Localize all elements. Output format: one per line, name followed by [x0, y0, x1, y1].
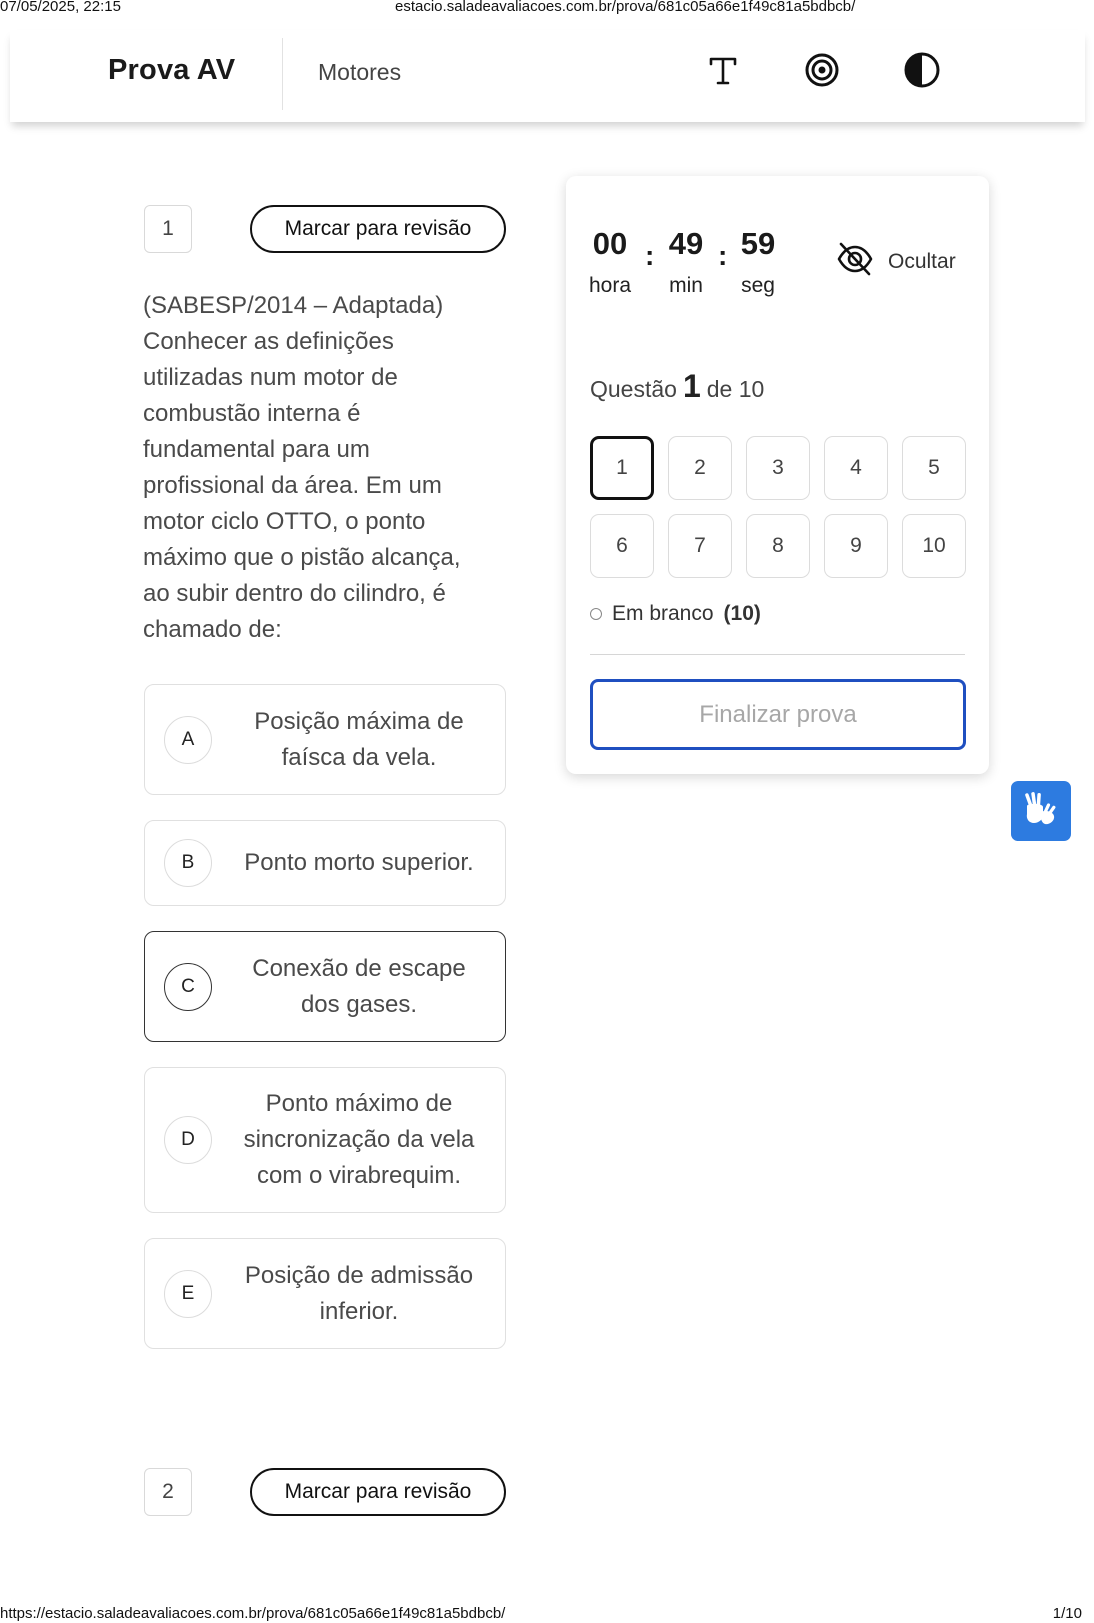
- panel-divider: [590, 654, 965, 655]
- question-nav-3[interactable]: 3: [746, 436, 810, 500]
- option-c[interactable]: [144, 931, 506, 1042]
- question-counter-total: de 10: [706, 376, 765, 402]
- finish-exam-button[interactable]: Finalizar prova: [590, 679, 966, 750]
- timer-hours-label: hora: [588, 274, 632, 297]
- question-statement: (SABESP/2014 – Adaptada) Conhecer as definições utilizadas num motor de combustão interna é fundamental para um profissional da área. Em um motor ciclo OTTO, o ponto máximo que o pistão alcança, ao subir dentro do cilindro, é chamado de:: [143, 292, 461, 643]
- sign-language-hands-icon: [1021, 789, 1061, 834]
- option-text: Conexão de escape dos gases.: [252, 954, 466, 1018]
- option-text: Posição máxima de faísca da vela.: [254, 707, 464, 771]
- option-text: Ponto morto superior.: [244, 849, 474, 876]
- timer-hours: 00: [592, 226, 628, 261]
- timer-minutes: 49: [668, 226, 704, 261]
- option-letter: A: [164, 716, 212, 764]
- option-d[interactable]: [144, 1067, 506, 1213]
- print-url: estacio.saladeavaliacoes.com.br/prova/681c05a66e1f49c81a5bdbcb/: [395, 0, 856, 15]
- eye-off-icon: [836, 242, 874, 282]
- question-nav-2[interactable]: 2: [668, 436, 732, 500]
- question-nav-4[interactable]: 4: [824, 436, 888, 500]
- option-a[interactable]: [144, 684, 506, 795]
- timer-seconds-label: seg: [741, 274, 775, 297]
- blank-label: Em branco: [612, 602, 714, 625]
- hide-timer-button[interactable]: [836, 242, 956, 282]
- timer-seconds: 59: [740, 226, 776, 261]
- question-nav-6[interactable]: 6: [590, 514, 654, 578]
- hide-timer-label: Ocultar: [888, 250, 956, 273]
- question-nav-1[interactable]: 1: [590, 436, 654, 500]
- option-letter: E: [164, 1270, 212, 1318]
- print-datetime: 07/05/2025, 22:15: [0, 0, 121, 15]
- print-header: [0, 0, 1094, 16]
- print-url-full: https://estacio.saladeavaliacoes.com.br/prova/681c05a66e1f49c81a5bdbcb/: [0, 1605, 506, 1622]
- question-counter-current: 1: [682, 368, 701, 404]
- timer-separator: :: [718, 240, 728, 271]
- option-e[interactable]: [144, 1238, 506, 1349]
- timer-minutes-label: min: [669, 274, 703, 297]
- timer-separator: :: [645, 240, 655, 271]
- mark-for-review-button[interactable]: Marcar para revisão: [250, 1468, 506, 1516]
- exam-panel: [566, 176, 989, 774]
- print-page-number: 1/10: [1052, 1605, 1082, 1622]
- focus-target-icon[interactable]: [802, 50, 842, 90]
- mark-for-review-button[interactable]: Marcar para revisão: [250, 205, 506, 253]
- course-name: Motores: [318, 59, 402, 85]
- option-b[interactable]: [144, 820, 506, 906]
- top-bar: [10, 30, 1085, 122]
- option-text: Ponto máximo de sincronização da vela com o virabrequim.: [243, 1090, 475, 1189]
- font-size-icon[interactable]: [703, 50, 743, 90]
- question-number: 2: [144, 1468, 192, 1516]
- question-number: 1: [144, 205, 192, 253]
- header-divider: [282, 38, 283, 110]
- question-nav-5[interactable]: 5: [902, 436, 966, 500]
- option-text: Posição de admissão inferior.: [244, 1261, 474, 1325]
- question-nav-10[interactable]: 10: [902, 514, 966, 578]
- blank-status: [590, 602, 761, 626]
- sign-language-button[interactable]: [1011, 781, 1071, 841]
- option-letter: C: [164, 963, 212, 1011]
- question-grid: [590, 436, 966, 578]
- question-nav-8[interactable]: 8: [746, 514, 810, 578]
- question-nav-7[interactable]: 7: [668, 514, 732, 578]
- option-letter: D: [164, 1116, 212, 1164]
- blank-count: (10): [723, 602, 761, 625]
- question-nav-9[interactable]: 9: [824, 514, 888, 578]
- contrast-icon[interactable]: [902, 50, 942, 90]
- blank-dot-icon: [590, 608, 602, 620]
- question-counter: [590, 368, 764, 405]
- page-title: Prova AV: [108, 54, 236, 86]
- option-letter: B: [164, 839, 212, 887]
- print-footer: [0, 1605, 1094, 1623]
- question-counter-prefix: Questão: [590, 376, 677, 402]
